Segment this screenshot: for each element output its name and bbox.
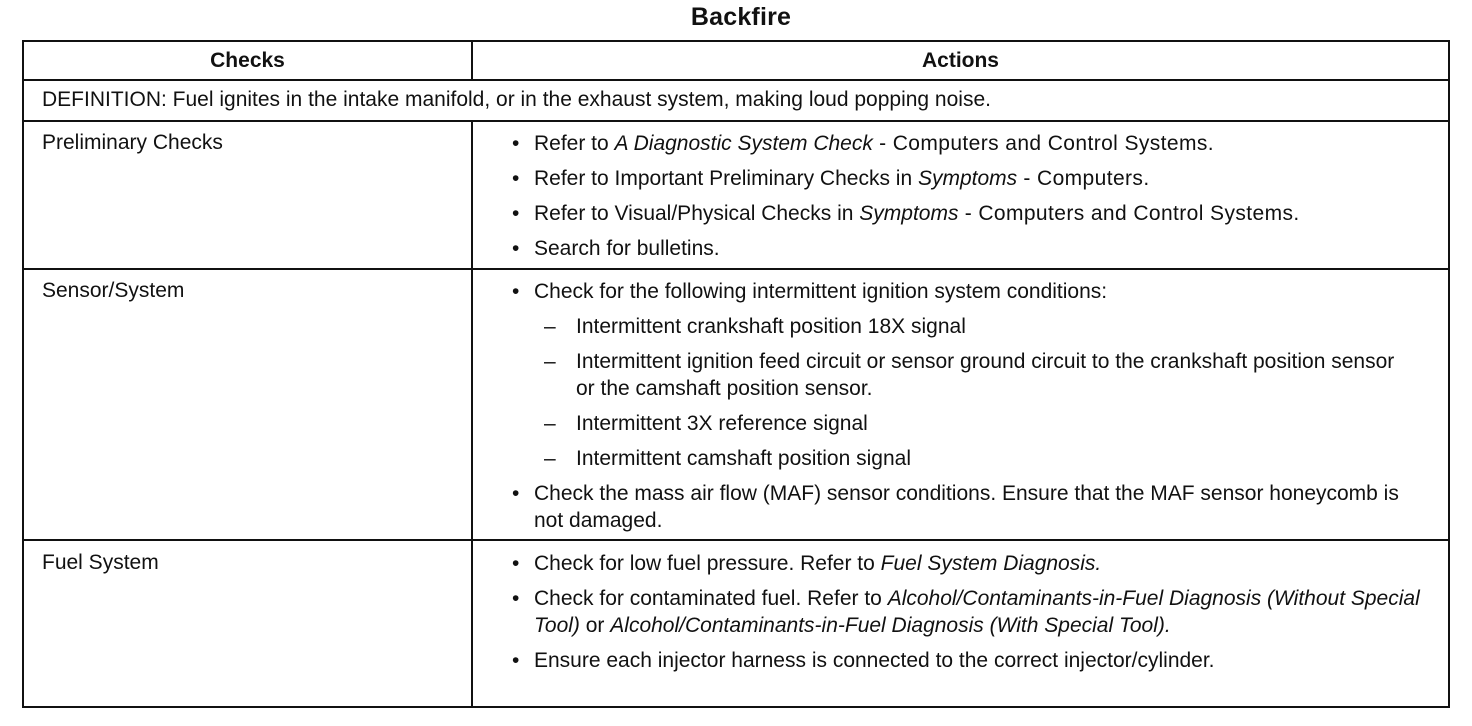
list-item: • Refer to A Diagnostic System Check - Computers and Control Systems. <box>512 132 1215 155</box>
list-item: • Refer to Important Preliminary Checks in Symptoms - Computers. <box>512 167 1150 190</box>
check-label: Fuel System <box>42 551 159 574</box>
definition-text: DEFINITION: Fuel ignites in the intake manifold, or in the exhaust system, making loud popping noise. <box>42 88 991 111</box>
column-divider <box>471 42 473 706</box>
actions-cell <box>512 550 1442 682</box>
list-item: • Ensure each injector harness is connected to the correct injector/cylinder. <box>512 649 1215 672</box>
actions-cell <box>512 278 1442 542</box>
list-item: • Check the mass air flow (MAF) sensor conditions. Ensure that the MAF sensor honeycomb is not damaged. <box>512 482 1399 532</box>
list-item: • Search for bulletins. <box>512 237 720 260</box>
sub-list-item: – Intermittent 3X reference signal <box>544 412 868 435</box>
list-item: • Check for the following intermittent ignition system conditions: – Intermittent crankshaft position 18X signal – Intermittent ignition feed circuit or sensor ground circuit to the crankshaft position sensor or the camshaft position sensor. – Intermittent 3X reference signal – Intermittent camshaft position signal <box>512 278 1442 472</box>
list-item: • Refer to Visual/Physical Checks in Symptoms - Computers and Control Systems. <box>512 202 1300 225</box>
actions-cell <box>512 130 1442 270</box>
definition-divider <box>24 120 1448 122</box>
diagnostic-table <box>22 40 1450 708</box>
header-checks: Checks <box>210 49 285 72</box>
check-label: Sensor/System <box>42 279 185 302</box>
check-label: Preliminary Checks <box>42 131 223 154</box>
sub-list-item: – Intermittent ignition feed circuit or sensor ground circuit to the crankshaft position sensor or the camshaft position sensor. <box>544 350 1395 400</box>
page-title: Backfire <box>690 3 792 31</box>
header-actions: Actions <box>921 49 999 72</box>
sub-list-item: – Intermittent camshaft position signal <box>544 447 911 470</box>
sub-list-item: – Intermittent crankshaft position 18X signal <box>544 315 966 338</box>
list-item: • Check for low fuel pressure. Refer to Fuel System Diagnosis. <box>512 552 1102 575</box>
list-item: • Check for contaminated fuel. Refer to Alcohol/Contaminants-in-Fuel Diagnosis (Without Special Tool) or Alcohol/Contaminants-in-Fuel Diagnosis (With Special Tool). <box>512 587 1420 637</box>
